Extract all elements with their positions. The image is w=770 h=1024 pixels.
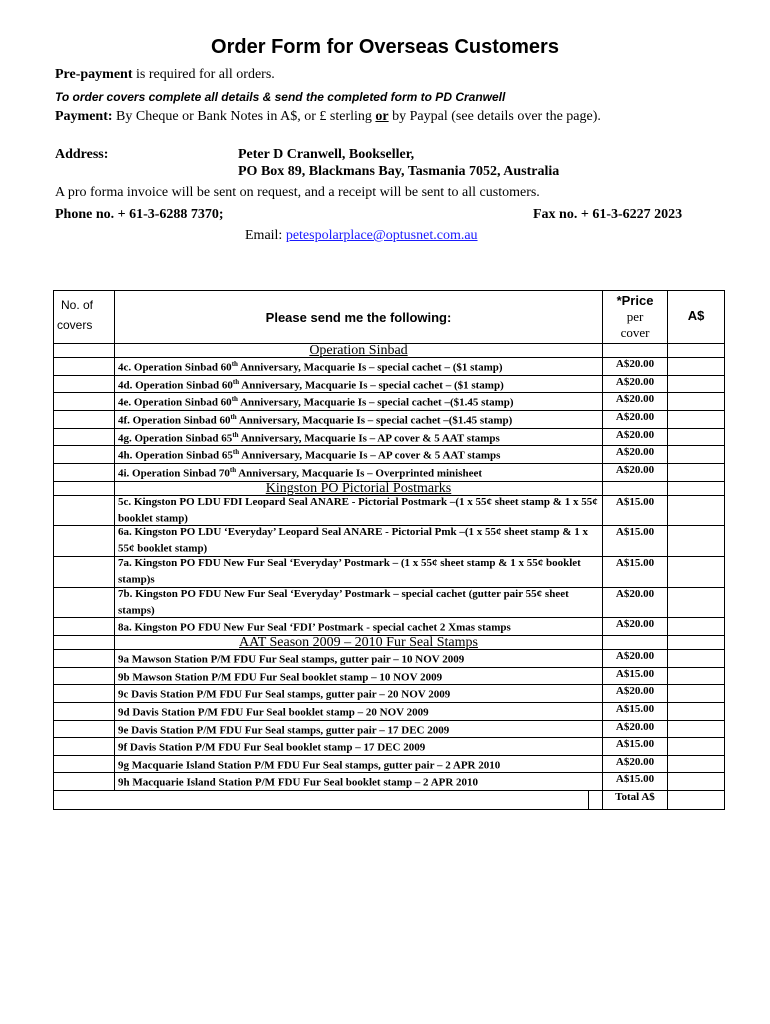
covers-quantity-cell[interactable] — [54, 526, 115, 557]
item-description — [115, 358, 603, 376]
section-price-cell — [603, 344, 668, 358]
address-label: Address: — [55, 147, 109, 162]
covers-quantity-cell[interactable] — [54, 358, 115, 376]
covers-quantity-cell[interactable] — [54, 738, 115, 756]
item-text: 7b. Kingston PO FDU New Fur Seal ‘Everyday’ Postmark – special cachet (gutter pair 55¢ sheet stamps) — [118, 587, 569, 617]
item-price: A$20.00 — [603, 720, 668, 738]
covers-quantity-cell[interactable] — [54, 495, 115, 526]
section-title: Operation Sinbad — [115, 344, 603, 358]
table-row — [54, 755, 725, 773]
item-amount-cell[interactable] — [668, 428, 725, 446]
item-text: 9a Mawson Station P/M FDU Fur Seal stamps, gutter pair – 10 NOV 2009 — [118, 653, 465, 666]
invoice-note: A pro forma invoice will be sent on request, and a receipt will be sent to all customers. — [55, 185, 540, 200]
item-text: 7a. Kingston PO FDU New Fur Seal ‘Everyday’ Postmark – (1 x 55¢ sheet stamp & 1 x 55¢ booklet stamp)s — [118, 556, 581, 586]
item-description — [115, 446, 603, 464]
item-price: A$20.00 — [603, 410, 668, 428]
item-text: 8a. Kingston PO FDU New Fur Seal ‘FDI’ Postmark - special cachet 2 Xmas stamps — [118, 621, 511, 634]
payment-text-1: By Cheque or Bank Notes in A$, or £ sterling — [112, 109, 376, 124]
item-amount-cell[interactable] — [668, 702, 725, 720]
covers-quantity-cell[interactable] — [54, 649, 115, 667]
payment-or: or — [375, 109, 389, 124]
item-amount-cell[interactable] — [668, 410, 725, 428]
item-price: A$20.00 — [603, 755, 668, 773]
covers-quantity-cell[interactable] — [54, 463, 115, 481]
page-title: Order Form for Overseas Customers — [211, 36, 559, 58]
table-row — [54, 526, 725, 557]
item-price: A$20.00 — [603, 446, 668, 464]
item-ordinal-suffix: th — [231, 360, 238, 368]
section-row — [54, 481, 725, 495]
item-amount-cell[interactable] — [668, 463, 725, 481]
item-description — [115, 667, 603, 685]
item-text: 9e Davis Station P/M FDU Fur Seal stamps, gutter pair – 17 DEC 2009 — [118, 724, 450, 737]
section-amount-cell — [668, 635, 725, 649]
section-row — [54, 635, 725, 649]
item-price: A$20.00 — [603, 685, 668, 703]
table-row — [54, 649, 725, 667]
item-price: A$15.00 — [603, 667, 668, 685]
covers-quantity-cell[interactable] — [54, 720, 115, 738]
covers-quantity-cell[interactable] — [54, 587, 115, 618]
item-amount-cell[interactable] — [668, 495, 725, 526]
table-row — [54, 463, 725, 481]
item-amount-cell[interactable] — [668, 685, 725, 703]
item-description — [115, 428, 603, 446]
payment-line — [55, 109, 601, 125]
item-price: A$20.00 — [603, 587, 668, 618]
item-description — [115, 587, 603, 618]
item-price: A$15.00 — [603, 773, 668, 791]
item-ordinal-suffix: th — [231, 395, 238, 404]
table-row — [54, 393, 725, 411]
item-price: A$20.00 — [603, 428, 668, 446]
item-ordinal-suffix: th — [232, 430, 239, 439]
item-ordinal-suffix: th — [230, 412, 237, 421]
table-row — [54, 618, 725, 636]
item-text-rest: Anniversary, Macquarie Is – special cachet –($1.45 stamp) — [237, 396, 514, 409]
item-text-rest: Anniversary, Macquarie Is – AP cover & 5 AAT stamps — [239, 449, 501, 462]
table-row — [54, 720, 725, 738]
section-price-cell — [603, 481, 668, 495]
item-description — [115, 738, 603, 756]
prepayment-label: Pre-payment — [55, 67, 133, 82]
item-amount-cell[interactable] — [668, 755, 725, 773]
section-price-cell — [603, 635, 668, 649]
payment-label: Payment: — [55, 109, 113, 124]
item-text-rest: Anniversary, Macquarie Is – AP cover & 5 AAT stamps — [238, 432, 500, 445]
section-covers-cell — [54, 481, 115, 495]
prepayment-line — [55, 67, 275, 83]
item-price: A$20.00 — [603, 393, 668, 411]
table-row — [54, 667, 725, 685]
total-row — [54, 791, 725, 810]
item-price: A$20.00 — [603, 618, 668, 636]
address-line-2: PO Box 89, Blackmans Bay, Tasmania 7052, Australia — [238, 164, 560, 179]
item-description — [115, 375, 603, 393]
item-amount-cell[interactable] — [668, 556, 725, 587]
table-row — [54, 587, 725, 618]
item-description — [115, 685, 603, 703]
item-text: 4d. Operation Sinbad 60 — [118, 379, 233, 392]
item-amount-cell[interactable] — [668, 446, 725, 464]
item-amount-cell[interactable] — [668, 358, 725, 376]
table-row — [54, 358, 725, 376]
total-amount-cell[interactable] — [668, 791, 725, 810]
item-text: 9b Mawson Station P/M FDU Fur Seal booklet stamp – 10 NOV 2009 — [118, 671, 443, 684]
covers-quantity-cell[interactable] — [54, 618, 115, 636]
amount-header: A$ — [668, 291, 725, 344]
covers-header-line2: covers — [57, 318, 93, 332]
item-amount-cell[interactable] — [668, 526, 725, 557]
item-amount-cell[interactable] — [668, 375, 725, 393]
item-text: 4c. Operation Sinbad 60 — [118, 361, 232, 374]
payment-text-2: by Paypal (see details over the page). — [388, 109, 601, 124]
covers-quantity-cell[interactable] — [54, 702, 115, 720]
table-row — [54, 375, 725, 393]
email-label: Email: — [245, 228, 286, 243]
covers-header-line1: No. of — [61, 298, 94, 312]
item-amount-cell[interactable] — [668, 773, 725, 791]
instruction-line: To order covers complete all details & send the completed form to PD Cranwell — [55, 90, 506, 104]
item-text: 9d Davis Station P/M FDU Fur Seal booklet stamp – 20 NOV 2009 — [118, 706, 429, 719]
table-row — [54, 685, 725, 703]
item-amount-cell[interactable] — [668, 720, 725, 738]
item-text: 4i. Operation Sinbad 70 — [118, 467, 230, 480]
item-amount-cell[interactable] — [668, 618, 725, 636]
total-label: Total A$ — [603, 791, 668, 810]
item-text-rest: Anniversary, Macquarie Is – special cachet – ($1 stamp) — [237, 361, 503, 374]
table-row — [54, 410, 725, 428]
item-ordinal-suffix: th — [232, 448, 240, 457]
covers-header — [54, 291, 115, 344]
item-amount-cell[interactable] — [668, 587, 725, 618]
table-row — [54, 738, 725, 756]
item-text-rest: Anniversary, Macquarie Is – Overprinted minisheet — [236, 467, 483, 480]
item-description — [115, 463, 603, 481]
item-description — [115, 618, 603, 636]
item-ordinal-suffix: th — [232, 377, 240, 386]
item-amount-cell[interactable] — [668, 738, 725, 756]
item-description — [115, 393, 603, 411]
table-header-row — [54, 291, 725, 344]
covers-quantity-cell[interactable] — [54, 410, 115, 428]
prepayment-text: is required for all orders. — [132, 67, 275, 82]
covers-quantity-cell[interactable] — [54, 428, 115, 446]
covers-quantity-cell[interactable] — [54, 556, 115, 587]
table-row — [54, 428, 725, 446]
section-title: AAT Season 2009 – 2010 Fur Seal Stamps — [115, 635, 603, 649]
table-row — [54, 495, 725, 526]
item-text-rest: Anniversary, Macquarie Is – special cachet –($1.45 stamp) — [236, 414, 513, 427]
total-blank-left — [54, 791, 589, 810]
covers-quantity-cell[interactable] — [54, 773, 115, 791]
price-header-line1: *Price — [616, 293, 654, 308]
item-price: A$15.00 — [603, 738, 668, 756]
item-description — [115, 720, 603, 738]
item-ordinal-suffix: th — [229, 465, 237, 474]
item-text: 4e. Operation Sinbad 60 — [118, 396, 232, 409]
covers-quantity-cell[interactable] — [54, 375, 115, 393]
table-row — [54, 702, 725, 720]
covers-quantity-cell[interactable] — [54, 667, 115, 685]
item-text-rest: Anniversary, Macquarie Is – special cachet – ($1 stamp) — [239, 379, 504, 392]
table-row — [54, 446, 725, 464]
items-header: Please send me the following: — [115, 291, 603, 344]
item-price: A$15.00 — [603, 495, 668, 526]
item-price: A$20.00 — [603, 358, 668, 376]
item-description — [115, 556, 603, 587]
item-text: 4g. Operation Sinbad 65 — [118, 432, 233, 445]
item-description — [115, 495, 603, 526]
item-text: 5c. Kingston PO LDU FDI Leopard Seal ANARE - Pictorial Postmark –(1 x 55¢ sheet stamp & 1 x 55¢ booklet stamp) — [118, 495, 598, 525]
item-price: A$20.00 — [603, 375, 668, 393]
item-description — [115, 702, 603, 720]
phone-number: Phone no. + 61-3-6288 7370; — [55, 207, 224, 222]
section-row — [54, 344, 725, 358]
section-amount-cell — [668, 481, 725, 495]
item-amount-cell[interactable] — [668, 667, 725, 685]
email-line — [245, 228, 478, 244]
item-text: 4f. Operation Sinbad 60 — [118, 414, 231, 427]
order-table — [53, 290, 725, 810]
section-title: Kingston PO Pictorial Postmarks — [115, 481, 603, 495]
section-covers-cell — [54, 344, 115, 358]
item-description — [115, 410, 603, 428]
total-blank-mid — [588, 791, 602, 810]
item-description — [115, 755, 603, 773]
address-line-1: Peter D Cranwell, Bookseller, — [238, 147, 415, 162]
item-text: 9h Macquarie Island Station P/M FDU Fur Seal booklet stamp – 2 APR 2010 — [118, 777, 479, 790]
item-text: 9f Davis Station P/M FDU Fur Seal booklet stamp – 17 DEC 2009 — [118, 741, 426, 754]
item-text: 4h. Operation Sinbad 65 — [118, 449, 233, 462]
covers-quantity-cell[interactable] — [54, 755, 115, 773]
section-amount-cell — [668, 344, 725, 358]
table-row — [54, 556, 725, 587]
covers-quantity-cell[interactable] — [54, 685, 115, 703]
item-amount-cell[interactable] — [668, 393, 725, 411]
item-price: A$15.00 — [603, 526, 668, 557]
item-text: 6a. Kingston PO LDU ‘Everyday’ Leopard Seal ANARE - Pictorial Pmk –(1 x 55¢ sheet stamp & 1 x 55¢ booklet stamp) — [118, 526, 589, 555]
item-text: 9c Davis Station P/M FDU Fur Seal stamps, gutter pair – 20 NOV 2009 — [118, 688, 451, 701]
price-header-line2: per — [626, 309, 644, 324]
item-amount-cell[interactable] — [668, 649, 725, 667]
section-covers-cell — [54, 635, 115, 649]
item-price: A$15.00 — [603, 556, 668, 587]
item-price: A$20.00 — [603, 463, 668, 481]
email-link[interactable]: petespolarplace@optusnet.com.au — [285, 228, 478, 243]
fax-number: Fax no. + 61-3-6227 2023 — [533, 207, 683, 222]
item-description — [115, 773, 603, 791]
item-description — [115, 526, 603, 557]
covers-quantity-cell[interactable] — [54, 393, 115, 411]
covers-quantity-cell[interactable] — [54, 446, 115, 464]
item-price: A$20.00 — [603, 649, 668, 667]
item-text: 9g Macquarie Island Station P/M FDU Fur Seal stamps, gutter pair – 2 APR 2010 — [118, 759, 501, 772]
price-header-line3: cover — [620, 325, 650, 340]
price-header — [603, 291, 668, 344]
table-row — [54, 773, 725, 791]
item-price: A$15.00 — [603, 702, 668, 720]
item-description — [115, 649, 603, 667]
